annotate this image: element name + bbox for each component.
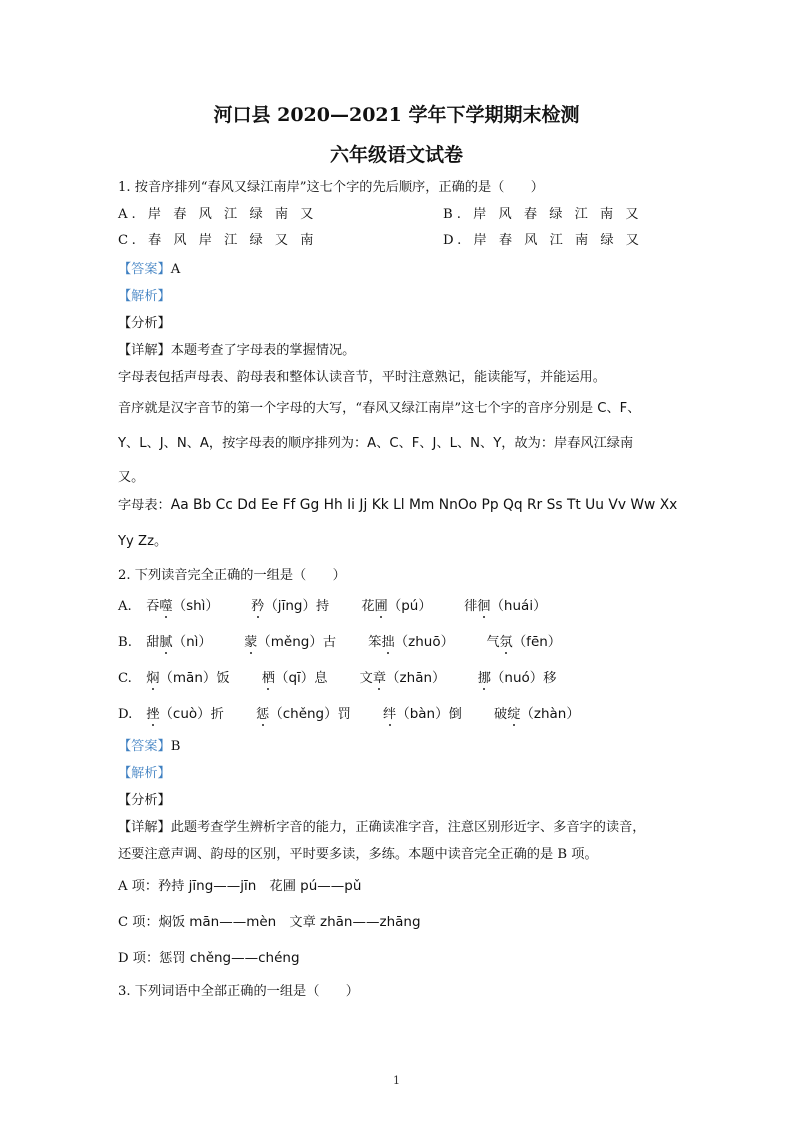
q1-para2-line2: Y、L、J、N、A，按字母表的顺序排列为：A、C、F、J、L、N、Y，故为：岸春风江绿南 <box>118 436 634 451</box>
q2-option-c <box>118 666 584 686</box>
q1-para2-line1 <box>118 397 640 416</box>
option-label: D. <box>443 233 466 248</box>
q3-stem: 3. 下列词语中全部正确的一组是（ ） <box>118 984 359 999</box>
q2-detail-line2: 还要注意声调、韵母的区别，平时要多读，多练。本题中读音完全正确的是 B 项。 <box>118 847 598 862</box>
word-item: 文章（zhān） <box>359 670 446 686</box>
correction-label: D 项： <box>118 951 160 966</box>
detail-tag: 【详解】 <box>118 343 171 358</box>
option-label: C. <box>118 233 140 248</box>
q1-option-c <box>118 229 317 248</box>
option-label: A. <box>118 207 140 222</box>
detail-text: 此题考查学生辨析字音的能力，正确读准字音，注意区别形近字、多音字的读音， <box>170 820 646 835</box>
alphabet-label: 字母表： <box>118 498 171 513</box>
para-text: 音序就是汉字音节的第一个字母的大写，“春风又绿江南岸”这七个字的音序分别是 <box>118 401 594 416</box>
q1-fenxi-tag: 【分析】 <box>118 316 171 331</box>
q2-correction-c: C 项：焖饭 mān——mèn 文章 zhān——zhāng <box>118 914 421 930</box>
answer-value: A <box>170 262 181 277</box>
page-number: 1 <box>393 1074 400 1087</box>
q1-stem: 1. 按音序排列“春风又绿江南岸”这七个字的先后顺序，正确的是（ ） <box>118 180 544 195</box>
word-item: 矜（jīng）持 <box>251 598 330 614</box>
q1-para2-line3: 又。 <box>118 470 145 485</box>
q1-analysis-tag: 【解析】 <box>118 289 171 304</box>
exam-title: 河口县 2020—2021 学年下学期期末检测 <box>213 104 580 126</box>
detail-text: 本题考查了字母表的掌握情况。 <box>170 343 356 358</box>
q1-option-b <box>443 203 643 222</box>
q2-detail-line1 <box>118 816 646 835</box>
q2-correction-d: D 项：惩罚 chěng——chéng <box>118 950 300 966</box>
word-item: 惩（chěng）罚 <box>256 706 351 722</box>
word-item: 吞噬（shì） <box>146 598 219 614</box>
exam-subtitle: 六年级语文试卷 <box>329 144 463 166</box>
q1-alphabet-line1 <box>118 494 677 513</box>
option-text: 春 风 岸 江 绿 又 南 <box>148 233 318 248</box>
q2-fenxi-tag: 【分析】 <box>118 793 171 808</box>
option-label: C. <box>118 671 132 686</box>
q1-para1: 字母表包括声母表、韵母表和整体认读音节，平时注意熟记，能读能写，并能运用。 <box>118 370 606 385</box>
option-label: A. <box>118 599 132 614</box>
word-item: 气氛（fēn） <box>486 634 562 650</box>
alphabet-letters: Aa Bb Cc Dd Ee Ff Gg Hh Ii Jj Kk Ll Mm NnOo Pp Qq Rr Ss Tt Uu Vv Ww Xx <box>170 497 678 513</box>
q2-correction-a: A 项：矜持 jīng——jīn 花圃 pú——pǔ <box>118 878 362 894</box>
q1-option-a <box>118 203 317 222</box>
q1-answer <box>118 258 180 277</box>
word-item: 破绽（zhàn） <box>494 706 580 722</box>
word-item: 蒙（měng）古 <box>244 634 337 650</box>
para-letters: C、F、 <box>593 401 641 416</box>
word-item: 花圃（pú） <box>361 598 432 614</box>
q2-answer <box>118 735 180 754</box>
word-item: 笨拙（zhuō） <box>368 634 455 650</box>
word-item: 栖（qī）息 <box>261 670 328 686</box>
word-item: 甜腻（nì） <box>146 634 212 650</box>
option-text: 岸 春 风 江 南 绿 又 <box>473 233 643 248</box>
word-item: 挪（nuó）移 <box>477 670 557 686</box>
word-item: 挫（cuò）折 <box>146 706 224 722</box>
q2-analysis-tag: 【解析】 <box>118 766 171 781</box>
q2-option-a <box>118 594 575 614</box>
word-item: 焖（mān）饭 <box>146 670 230 686</box>
option-text: 岸 春 风 江 绿 南 又 <box>147 207 318 222</box>
detail-tag: 【详解】 <box>118 820 171 835</box>
correction-label: A 项： <box>118 879 159 894</box>
answer-tag: 【答案】 <box>118 262 171 277</box>
option-text: 岸 风 春 绿 江 南 又 <box>473 207 643 222</box>
q1-option-d <box>443 229 643 248</box>
word-item: 徘徊（huái） <box>464 598 547 614</box>
q1-detail <box>118 339 355 358</box>
option-label: D. <box>118 707 133 722</box>
correction-label: C 项： <box>118 915 159 930</box>
option-label: B. <box>118 635 132 650</box>
option-label: B. <box>443 207 465 222</box>
q1-alphabet-line2: Yy Zz。 <box>118 534 168 549</box>
word-item: 绊（bàn）倒 <box>383 706 462 722</box>
answer-value: B <box>170 739 181 754</box>
q2-stem: 2. 下列读音完全正确的一组是（ ） <box>118 568 346 583</box>
q2-option-d <box>118 702 608 722</box>
answer-tag: 【答案】 <box>118 739 171 754</box>
q2-option-b <box>118 630 589 650</box>
